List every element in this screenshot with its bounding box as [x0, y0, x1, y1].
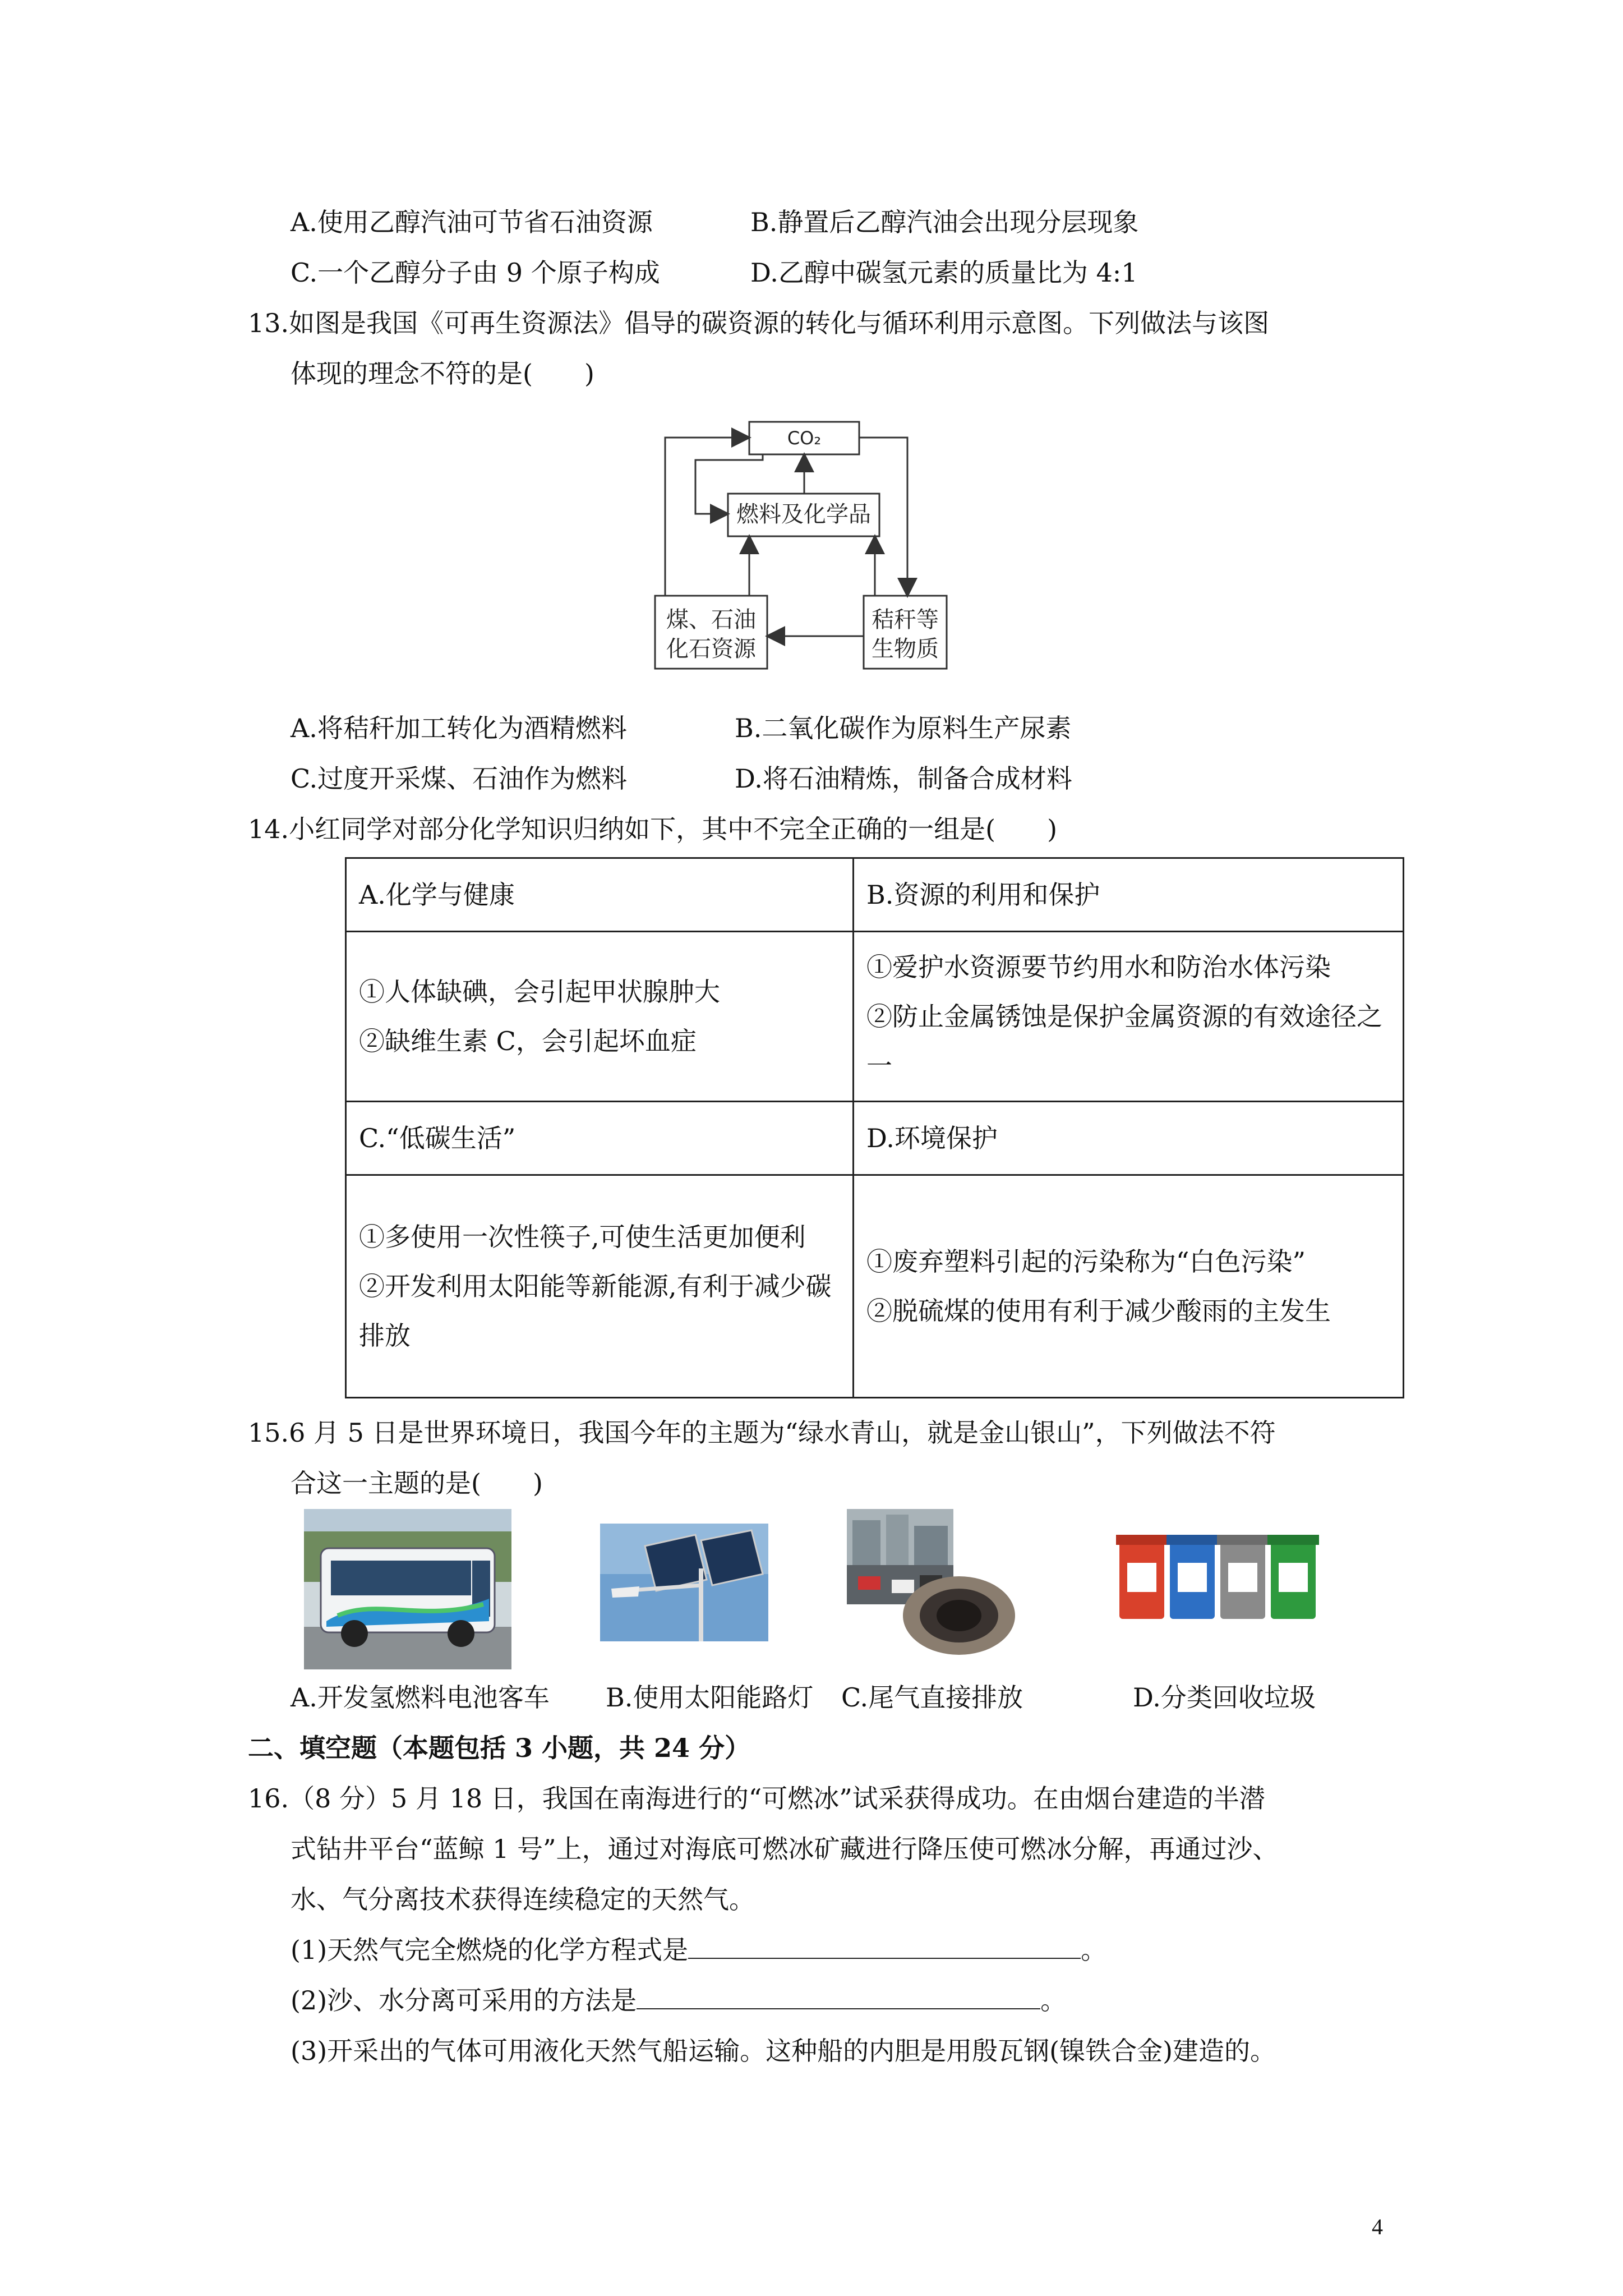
- q16-stem-line3: 水、气分离技术获得连续稳定的天然气。: [291, 1884, 755, 1915]
- cell-a-item-1: ①人体缺碘，会引起甲状腺肿大: [359, 977, 720, 1007]
- cell-a-item-2: ②缺维生素 C，会引起坏血症: [359, 1026, 697, 1056]
- cell-b-item-1: ①爱护水资源要节约用水和防治水体污染: [866, 952, 1331, 982]
- cell-b-head: B.资源的利用和保护: [854, 858, 1404, 932]
- q16-part2-text: (2)沙、水分离可采用的方法是: [291, 1985, 637, 2016]
- answer-blank-1[interactable]: [688, 1933, 1081, 1959]
- exhaust-emission-image: [847, 1509, 1015, 1655]
- biomass-label-2: 生物质: [872, 636, 939, 662]
- q15-option-d: D.分类回收垃圾: [1133, 1682, 1316, 1713]
- biomass-label-1: 秸秆等: [872, 607, 939, 633]
- q15-option-b: B.使用太阳能路灯: [606, 1682, 814, 1713]
- q16-part3: (3)开采出的气体可用液化天然气船运输。这种船的内胆是用殷瓦钢(镍铁合金)建造的。: [291, 2036, 1276, 2066]
- cell-c-head: C.“低碳生活”: [346, 1102, 854, 1175]
- q16-part1-text: (1)天然气完全燃烧的化学方程式是: [291, 1935, 689, 1965]
- fossil-label-1: 煤、石油: [666, 607, 756, 633]
- q16-part2-end: 。: [1040, 1985, 1067, 2016]
- q16-part1: [291, 1933, 1106, 1967]
- fossil-label-2: 化石资源: [666, 636, 756, 662]
- cell-d-head: D.环境保护: [854, 1102, 1404, 1175]
- cell-b-item-2: ②防止金属锈蚀是保护金属资源的有效途径之一: [866, 1001, 1382, 1081]
- q13-stem-line1: 13.如图是我国《可再生资源法》倡导的碳资源的转化与循环利用示意图。下列做法与该图: [248, 308, 1270, 338]
- q14-stem: 14.小红同学对部分化学知识归纳如下，其中不完全正确的一组是( ): [248, 814, 1058, 844]
- cell-d-body: [854, 1175, 1404, 1398]
- q15-stem-line1: 15.6 月 5 日是世界环境日，我国今年的主题为“绿水青山，就是金山银山”，下列做法不符: [248, 1418, 1276, 1448]
- q15-option-a: A.开发氢燃料电池客车: [291, 1682, 550, 1713]
- q12-option-d: D.乙醇中碳氢元素的质量比为 4:1: [750, 257, 1138, 288]
- cell-a-head: A.化学与健康: [346, 858, 854, 932]
- fuel-label: 燃料及化学品: [736, 501, 871, 527]
- q15-stem-line2: 合这一主题的是( ): [291, 1468, 543, 1498]
- q16-stem-line2: 式钻井平台“蓝鲸 1 号”上，通过对海底可燃冰矿藏进行降压使可燃冰分解，再通过沙、: [291, 1834, 1279, 1864]
- knowledge-table: [345, 857, 1404, 1398]
- cell-c-item-1: ①多使用一次性筷子,可使生活更加便利: [359, 1222, 806, 1252]
- q15-option-c: C.尾气直接排放: [841, 1682, 1023, 1713]
- cell-d-item-2: ②脱硫煤的使用有利于减少酸雨的主发生: [866, 1296, 1331, 1326]
- section-heading: 二、填空题（本题包括 3 小题，共 24 分）: [248, 1733, 751, 1763]
- q16-stem-line1: 16.（8 分）5 月 18 日，我国在南海进行的“可燃冰”试采获得成功。在由烟台建造的半潜: [248, 1783, 1265, 1814]
- page-number: 4: [1372, 2214, 1383, 2239]
- q13-option-a: A.将秸秆加工转化为酒精燃料: [291, 713, 627, 743]
- q13-option-d: D.将石油精炼，制备合成材料: [735, 763, 1072, 794]
- q16-part2: [291, 1984, 1066, 2017]
- cell-c-body: [346, 1175, 854, 1398]
- q12-option-b: B.静置后乙醇汽油会出现分层现象: [750, 207, 1139, 237]
- cell-d-item-1: ①废弃塑料引起的污染称为“白色污染”: [866, 1246, 1306, 1277]
- sorting-bins-image: [1116, 1529, 1329, 1625]
- q16-part1-end: 。: [1081, 1935, 1107, 1965]
- q13-stem-line2: 体现的理念不符的是( ): [291, 358, 594, 389]
- carbon-cycle-diagram: [645, 415, 959, 679]
- q12-option-c: C.一个乙醇分子由 9 个原子构成: [291, 257, 660, 288]
- hydrogen-bus-image: [304, 1509, 511, 1669]
- q12-option-a: A.使用乙醇汽油可节省石油资源: [291, 207, 653, 237]
- q13-option-c: C.过度开采煤、石油作为燃料: [291, 763, 628, 794]
- co2-label: CO₂: [787, 427, 822, 449]
- q13-option-b: B.二氧化碳作为原料生产尿素: [735, 713, 1072, 743]
- cell-b-body: [854, 932, 1404, 1102]
- solar-street-light-image: [600, 1524, 768, 1641]
- cell-c-item-2: ②开发利用太阳能等新能源,有利于减少碳排放: [359, 1271, 832, 1351]
- cell-a-body: [346, 932, 854, 1102]
- answer-blank-2[interactable]: [637, 1984, 1040, 2009]
